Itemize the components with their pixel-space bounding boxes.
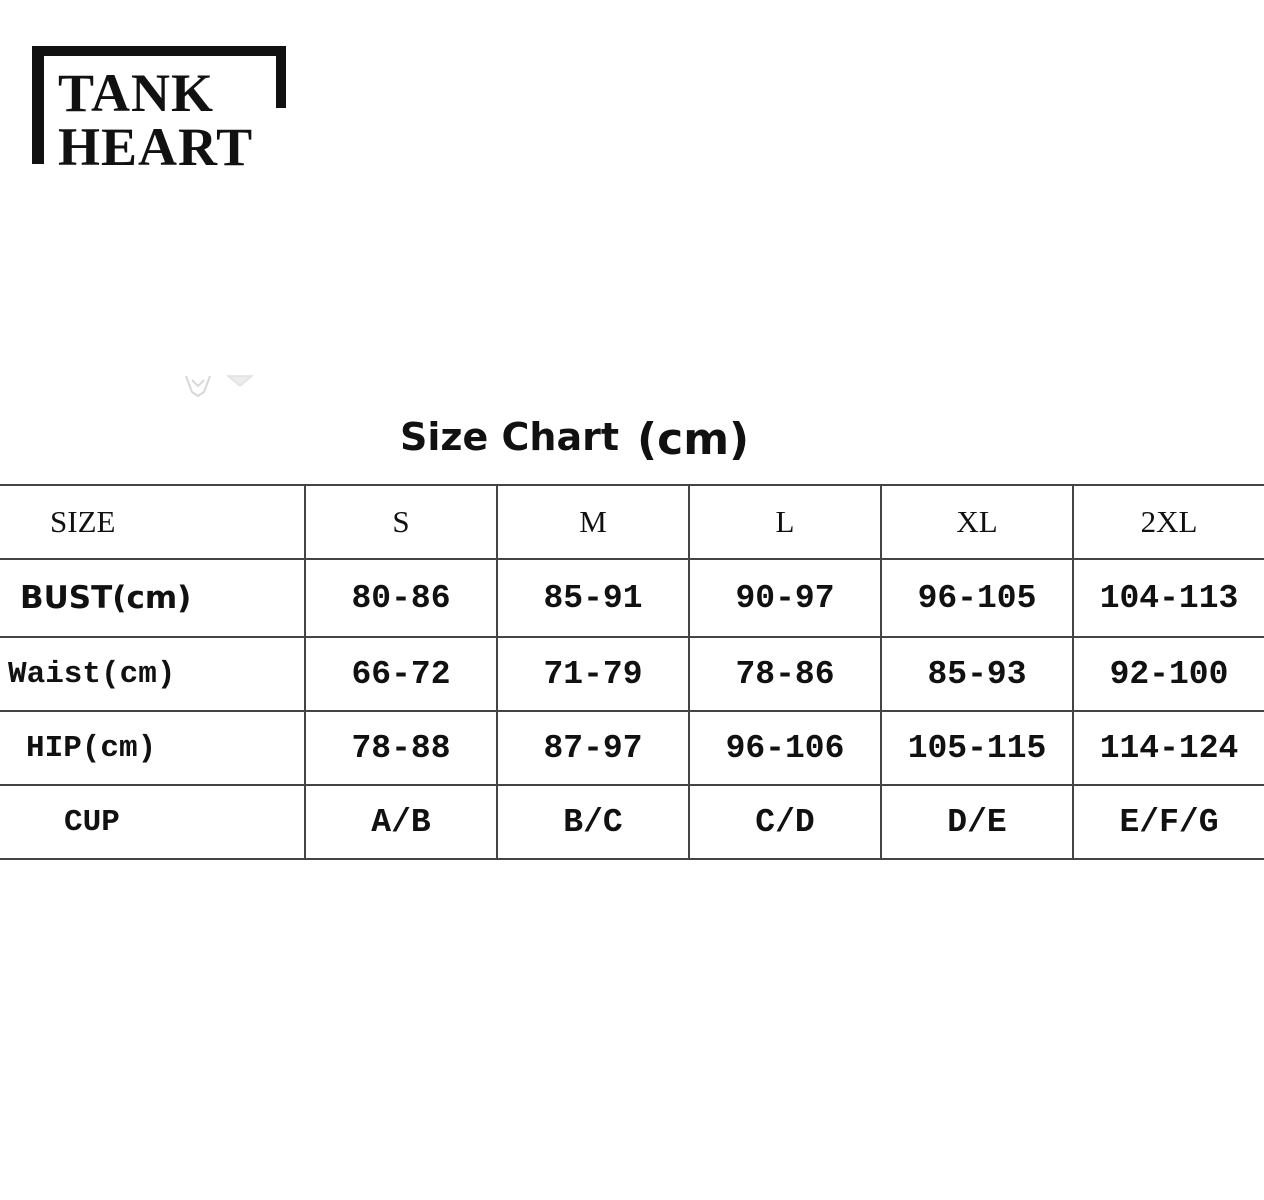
title-text: Size Chart	[400, 415, 620, 459]
table-cell: 104-113	[1073, 559, 1264, 637]
table-cell: 90-97	[689, 559, 881, 637]
table-cell: C/D	[689, 785, 881, 859]
table-row-cup	[0, 785, 1264, 859]
size-chart-table	[0, 484, 1264, 860]
row-label-waist: Waist(cm)	[0, 637, 305, 711]
logo-frame-left	[32, 46, 44, 164]
table-cell: D/E	[881, 785, 1073, 859]
header-cell-size: SIZE	[0, 485, 305, 559]
table-cell: B/C	[497, 785, 689, 859]
table-cell: A/B	[305, 785, 497, 859]
table-cell: 78-86	[689, 637, 881, 711]
table-cell: 96-106	[689, 711, 881, 785]
row-label-hip: HIP(cm)	[0, 711, 305, 785]
table-cell: 96-105	[881, 559, 1073, 637]
brand-logo	[32, 46, 302, 177]
header-cell-s: S	[305, 485, 497, 559]
logo-text-line1: TANK	[58, 63, 215, 123]
table-row-hip	[0, 711, 1264, 785]
row-label-cup: CUP	[0, 785, 305, 859]
faint-ornament-icon	[180, 370, 260, 400]
table-row-waist	[0, 637, 1264, 711]
table-cell: 105-115	[881, 711, 1073, 785]
table-cell: 87-97	[497, 711, 689, 785]
header-cell-l: L	[689, 485, 881, 559]
logo-frame-right	[276, 46, 286, 108]
table-row-bust	[0, 559, 1264, 637]
table-cell: 80-86	[305, 559, 497, 637]
page-title	[400, 410, 750, 465]
logo-frame-top	[32, 46, 284, 56]
logo-text-line2: HEART	[58, 117, 254, 177]
header-cell-2xl: 2XL	[1073, 485, 1264, 559]
table-cell: 92-100	[1073, 637, 1264, 711]
table-cell: 85-91	[497, 559, 689, 637]
table-cell: 85-93	[881, 637, 1073, 711]
title-unit: (cm)	[637, 414, 750, 465]
table-cell: 66-72	[305, 637, 497, 711]
table-cell: 114-124	[1073, 711, 1264, 785]
row-label-bust: BUST(cm)	[0, 559, 305, 637]
header-cell-m: M	[497, 485, 689, 559]
table-cell: 78-88	[305, 711, 497, 785]
table-header-row	[0, 485, 1264, 559]
table-cell: 71-79	[497, 637, 689, 711]
table-cell: E/F/G	[1073, 785, 1264, 859]
header-cell-xl: XL	[881, 485, 1073, 559]
